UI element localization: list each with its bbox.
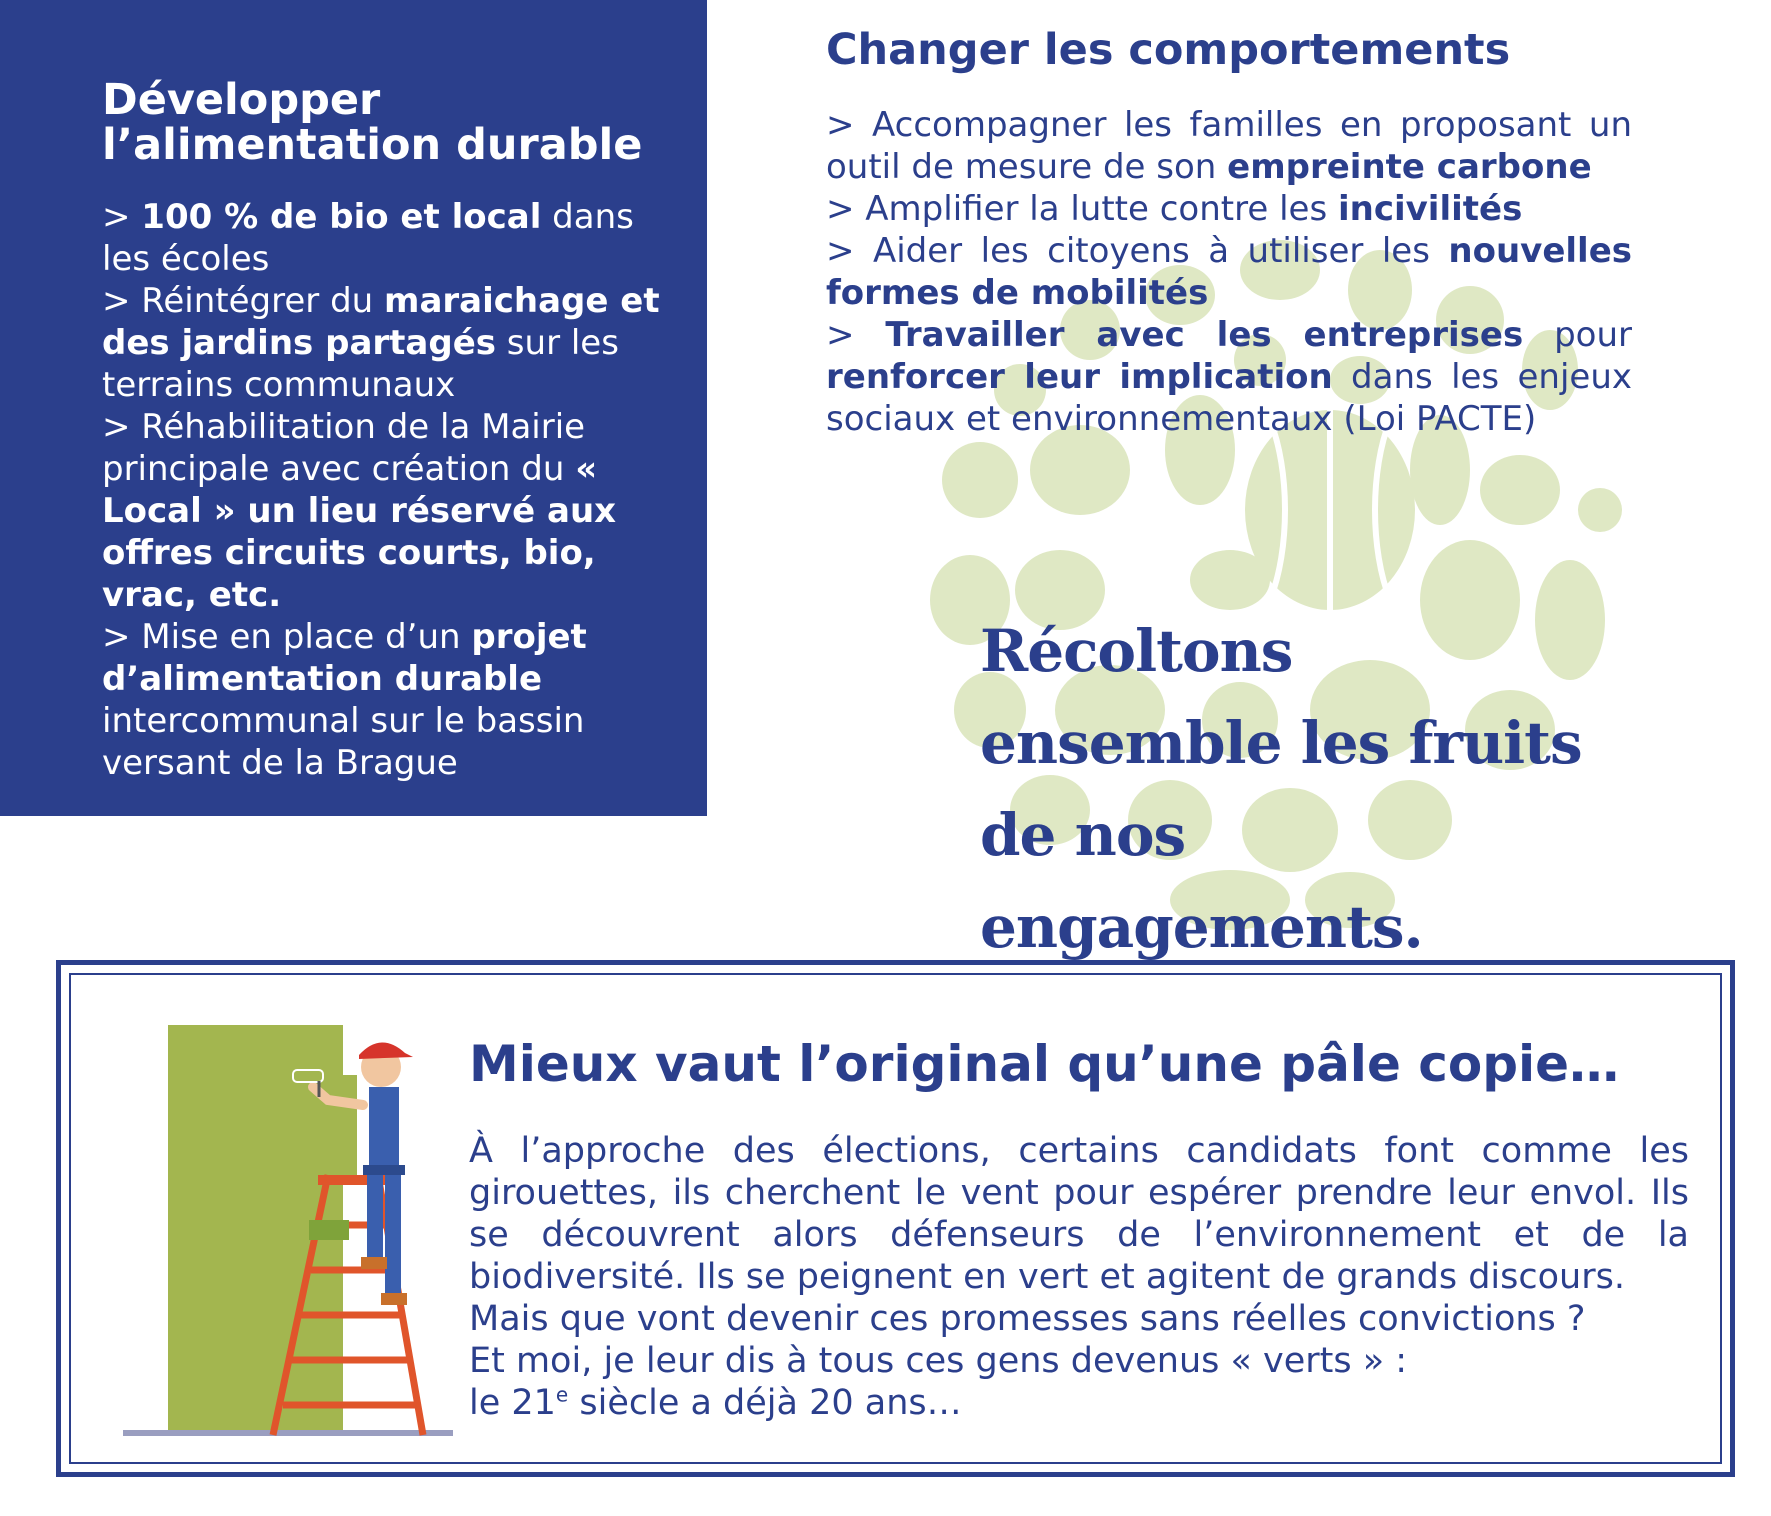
quote-title: Mieux vaut l’original qu’une pâle copie… bbox=[469, 1035, 1620, 1093]
quote-paragraph: À l’approche des élections, certains candidats font comme les girouettes, ils cherchent le vent pour espérer prendre leur envol. Ils se découvrent alors défenseurs de l’environnement et de la biodiversité. Ils se peignent en vert et agitent de grands discours. bbox=[469, 1131, 1689, 1297]
painter-on-ladder-icon bbox=[123, 1025, 453, 1445]
food-item-maraichage: > Réintégrer du maraichage et des jardins partagés sur les terrains communaux bbox=[102, 281, 660, 405]
slogan-line2: ensemble les fruits bbox=[980, 709, 1582, 777]
food-title-line1: Développer bbox=[102, 75, 381, 125]
slogan-line3: de nos engagements. bbox=[980, 801, 1423, 961]
food-panel bbox=[0, 0, 707, 816]
behaviour-list bbox=[826, 104, 1632, 440]
quote-ending: le 21e siècle a déjà 20 ans… bbox=[469, 1382, 962, 1423]
quote-text bbox=[469, 1130, 1689, 1424]
food-item-bio: > 100 % de bio et local dans les écoles bbox=[102, 197, 634, 279]
behaviour-item-mobilites: > Aider les citoyens à utiliser les nouvelles formes de mobilités bbox=[826, 231, 1632, 313]
food-list bbox=[102, 196, 667, 784]
slogan bbox=[980, 605, 1620, 973]
quote-verts: Et moi, je leur dis à tous ces gens devenus « verts » : bbox=[469, 1341, 1408, 1381]
food-item-projet: > Mise en place d’un projet d’alimentation durable intercommunal sur le bassin versant de la Brague bbox=[102, 617, 587, 783]
quote-question: Mais que vont devenir ces promesses sans réelles convictions ? bbox=[469, 1299, 1586, 1339]
behaviour-section bbox=[826, 20, 1632, 440]
behaviour-title: Changer les comportements bbox=[826, 25, 1511, 75]
quote-box-inner bbox=[69, 973, 1722, 1464]
slogan-line1: Récoltons bbox=[980, 617, 1293, 685]
behaviour-item-entreprises: > Travailler avec les entreprises pour renforcer leur implication dans les enjeux sociaux et environnementaux (Loi PACTE) bbox=[826, 315, 1633, 439]
food-panel-title bbox=[102, 75, 667, 170]
behaviour-item-carbone: > Accompagner les familles en proposant un outil de mesure de son empreinte carbone bbox=[826, 105, 1632, 187]
food-title-line2: l’alimentation durable bbox=[102, 120, 643, 170]
behaviour-item-incivilites: > Amplifier la lutte contre les incivilités bbox=[826, 189, 1523, 229]
food-item-mairie: > Réhabilitation de la Mairie principale avec création du « Local » un lieu réservé aux offres circuits courts, bio, vrac, etc. bbox=[102, 407, 617, 615]
quote-box bbox=[56, 960, 1735, 1477]
